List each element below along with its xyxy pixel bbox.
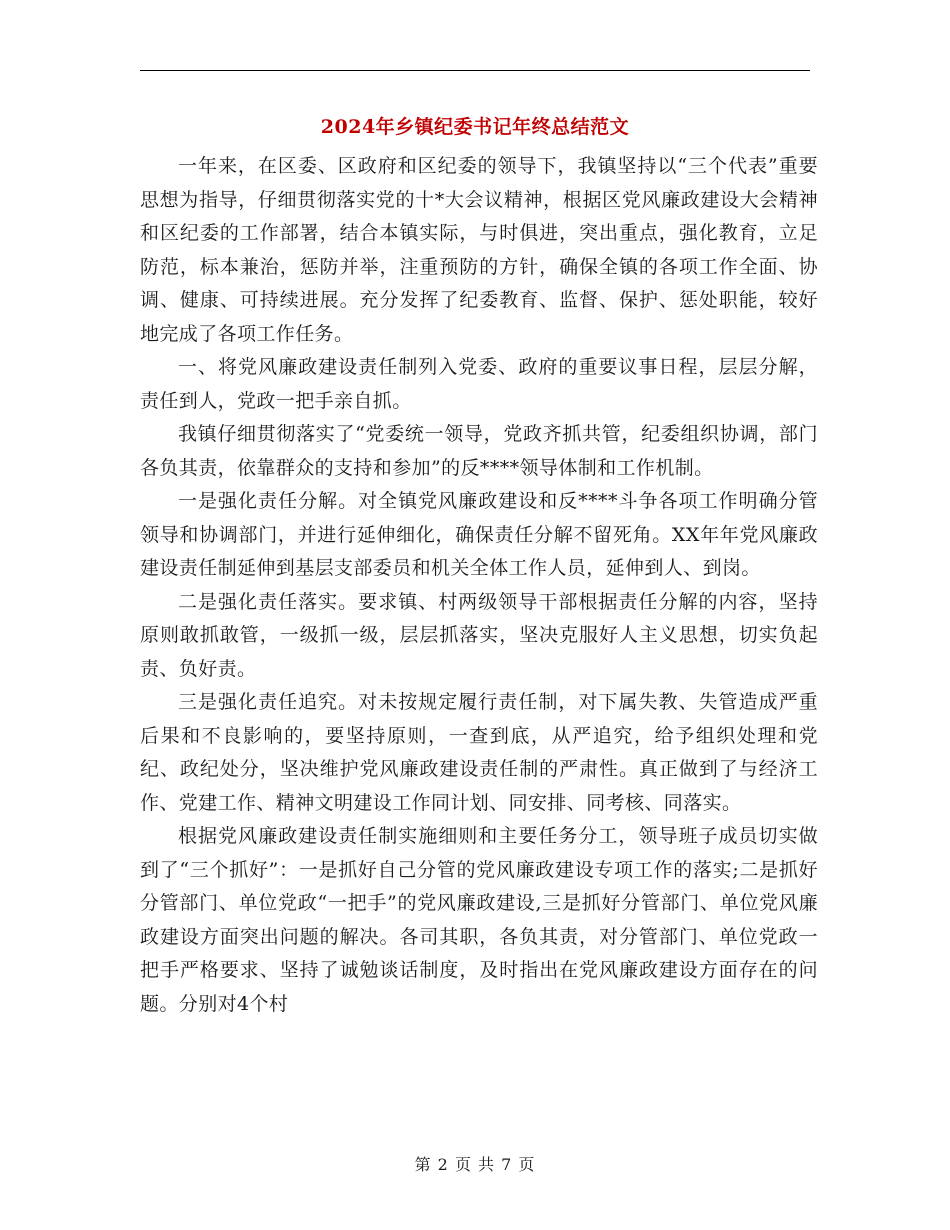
header-rule	[140, 70, 810, 71]
page-number-footer: 第 2 页 共 7 页	[414, 1155, 536, 1174]
document-body	[140, 150, 818, 1021]
paragraph-responsibility-decomposition: 一是强化责任分解。对全镇党风廉政建设和反****斗争各项工作明确分管领导和协调部门，并进行延伸细化，确保责任分解不留死角。XX年年党风廉政建设责任制延伸到基层支部委员和机关全体工作人员，延伸到人、到岗。	[140, 490, 818, 579]
paragraph-responsibility-accountability: 三是强化责任追究。对未按规定履行责任制，对下属失教、失管造成严重后果和不良影响的，要坚持原则，一查到底，从严追究，给予组织处理和党纪、政纪处分，坚决维护党风廉政建设责任制的严肃性。真正做到了与经济工作、党建工作、精神文明建设工作同计划、同安排、同考核、同落实。	[140, 691, 818, 814]
paragraph-three-focuses: 根据党风廉政建设责任制实施细则和主要任务分工，领导班子成员切实做到了“三个抓好”：一是抓好自己分管的党风廉政建设专项工作的落实;二是抓好分管部门、单位党政“一把手”的党风廉政建设,三是抓好分管部门、单位党风廉政建设方面突出问题的解决。各司其职，各负其责，对分管部门、单位党政一把手严格要求、坚持了诚勉谈话制度，及时指出在党风廉政建设方面存在的问题。分别对4个村	[140, 825, 818, 1015]
paragraph-responsibility-implementation: 二是强化责任落实。要求镇、村两级领导干部根据责任分解的内容，坚持原则敢抓敢管，一级抓一级，层层抓落实，坚决克服好人主义思想，切实负起责、负好责。	[140, 590, 818, 680]
paragraph-section-one-heading: 一、将党风廉政建设责任制列入党委、政府的重要议事日程，层层分解，责任到人，党政一把手亲自抓。	[140, 356, 818, 412]
paragraph-leadership-system: 我镇仔细贯彻落实了“党委统一领导，党政齐抓共管，纪委组织协调，部门各负其责，依靠群众的支持和参加”的反****领导体制和工作机制。	[140, 423, 818, 479]
document-title: 2024年乡镇纪委书记年终总结范文	[320, 116, 630, 138]
paragraph-intro: 一年来，在区委、区政府和区纪委的领导下，我镇坚持以“三个代表”重要思想为指导，仔细贯彻落实党的十*大会议精神，根据区党风廉政建设大会精神和区纪委的工作部署，结合本镇实际，与时俱进，突出重点，强化教育，立足防范，标本兼治，惩防并举，注重预防的方针，确保全镇的各项工作全面、协调、健康、可持续进展。充分发挥了纪委教育、监督、保护、惩处职能，较好地完成了各项工作任务。	[140, 155, 818, 345]
